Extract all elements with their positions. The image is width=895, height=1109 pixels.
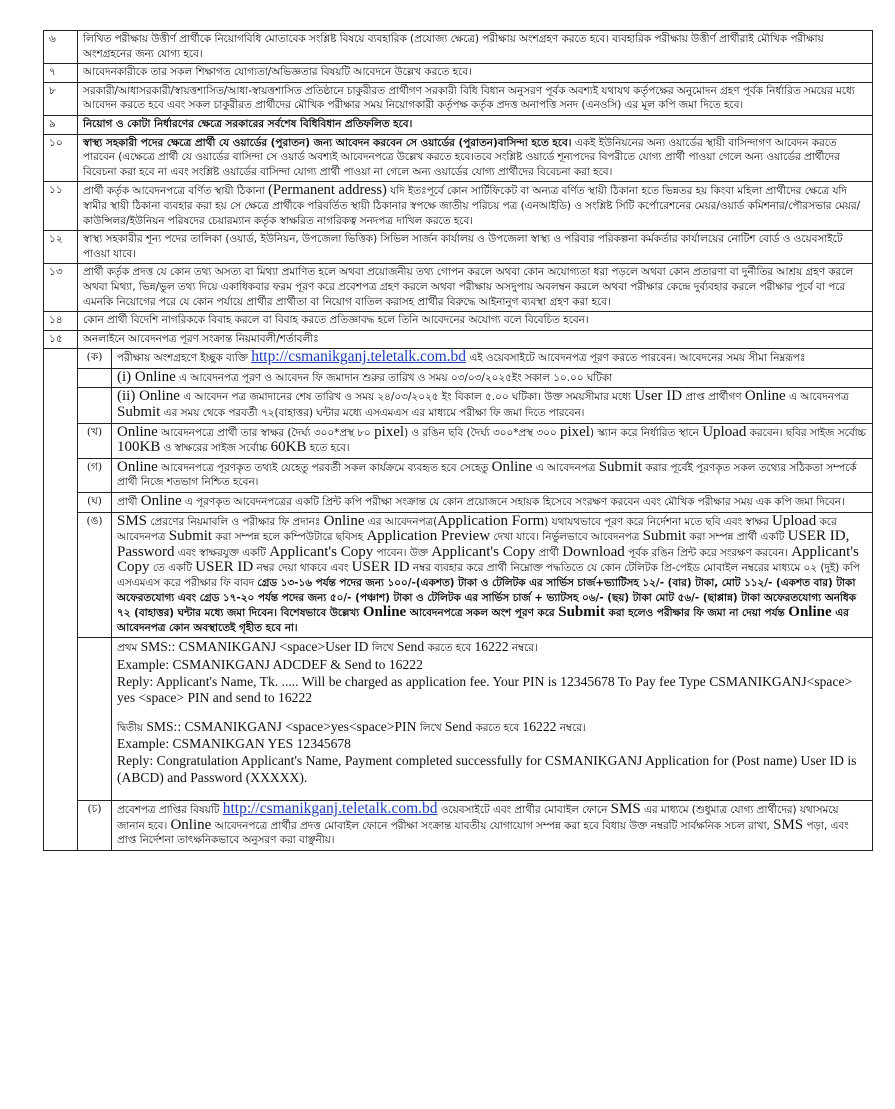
website-link[interactable]: http://csmanikganj.teletalk.com.bd	[222, 800, 438, 818]
text-part: আবেদনপত্রে পূরণকৃত তথ্যই যেহেতু পরবর্তী সকল কার্যক্রমে ব্যবহৃত হবে সেহেতু	[157, 461, 492, 474]
text-part: করতে হবে	[427, 642, 475, 655]
text-part: করতে হবে	[475, 721, 523, 734]
text-part: তে একটি	[149, 562, 196, 575]
first-sms-example: Example: CSMANIKGANJ ADCDEF & Send to 16222	[117, 656, 423, 672]
table-row	[44, 82, 873, 115]
second-sms-example: Example: CSMANIKGAN YES 12345678	[117, 736, 351, 752]
sub-text	[112, 423, 873, 458]
text-part: করা সম্পন্ন প্রার্থী একটি	[686, 531, 788, 544]
text-part: ) স্ক্যান করে নির্ধারিত স্থানে	[589, 426, 703, 439]
text-part: করে আবেদনপত্র	[117, 515, 837, 544]
text-part: ) যথাযথভাবে পূরণ করে নির্দেশনা মতে ছবি এবং স্বাক্ষর	[544, 515, 773, 528]
text-part-en: (i) Online	[117, 368, 176, 385]
text-part: করার পূর্বেই পূরণকৃত সকল তথ্যের সঠিকতা সম্পর্কে প্রার্থী নিজে শতভাগ নিশ্চিত হবেন।	[117, 461, 857, 489]
table-row	[44, 312, 873, 331]
text-part: এ আবেদনপত্র	[785, 391, 849, 404]
text-part: প্রেরণের নিয়মাবলি ও পরীক্ষার ফি প্রদানঃ	[147, 515, 324, 528]
text-part-en: User ID	[634, 388, 683, 405]
website-link[interactable]: http://csmanikganj.teletalk.com.bd	[251, 348, 467, 366]
table-row	[44, 134, 873, 182]
text-part-en: Send	[396, 639, 428, 655]
text-part: আবেদনপত্রে প্রার্থী তার স্বাক্ষর (দৈর্ঘ্য ৩০০*প্রস্থ ৮০	[157, 426, 375, 439]
text-part: এ আবেদনপত্র পূরণ ও আবেদন ফি জমাদান শুরুর তারিখ ও সময় ০৩/০৩/২০২৫ইং সকাল ১০.০০ ঘটিকা	[175, 371, 613, 384]
row-text	[78, 182, 873, 231]
sub-text	[112, 349, 873, 369]
row-number: ৬	[44, 31, 78, 64]
first-sms-reply: Reply: Applicant's Name, Tk. ..... Will be charged as application fee. Your PIN is 12345678 To Pay fee Type CSMANIKGANJ<space> yes <space> PIN and send to 16222	[117, 673, 853, 706]
sub-label: (ক)	[78, 349, 112, 369]
text-part: লিখে	[371, 642, 397, 655]
text-part-en: pixel	[559, 423, 590, 440]
text-part: করা সম্পন্ন হলে কম্পিউটারে ছবিসহ	[212, 531, 367, 544]
text-part: পূর্বক রঙিন প্রিন্ট করে সংরক্ষণ করবেন।	[624, 546, 792, 559]
text-part-en: SMS	[610, 801, 641, 818]
row-lead-bold: স্বাস্থ্য সহকারী পদের ক্ষেত্রে প্রার্থী যে ওয়ার্ডের (পুরাতন) জন্য আবেদন করবেন সে ওয়ার্ডের (পুরাতন)বাসিন্দা হতে হবে।	[83, 136, 572, 149]
sub-row-ga	[44, 458, 873, 492]
sub-label: (খ)	[78, 423, 112, 458]
sub-text	[112, 801, 873, 851]
table-row	[44, 264, 873, 312]
row-text-rest: একই ইউনিয়নের অন্য ওয়ার্ডের স্থায়ী বাসিন্দাগণ আবেদন করতে পারবেন (এক্ষেত্রে প্রার্থী যে ওয়ার্ডের বাসিন্দা সে ওয়ার্ড অবশ্যই আবেদনপত্রে উল্লেখ করতে হবে।তবে সংশ্লিষ্ট ওয়ার্ডে শূন্যপদের বিপরীতে যোগ্য প্রার্থী পাওয়া গেলে অন্য ওয়ার্ডের প্রার্থীদের বিবেচনা করা হবে না এবং সংশ্লিষ্ট ওয়ার্ডের বাসিন্দা যোগ্য প্রার্থী পাওয়া না গেলে অন্য ওয়ার্ডের যোগ্য প্রার্থীদের বিবেচনা করা হবে।	[83, 136, 840, 178]
fee-instruction-bold: আবেদনপত্রে সকল অংশ পূরণ করে	[406, 607, 559, 620]
text-part: এ পূরণকৃত আবেদনপত্রের একটি প্রিন্ট কপি পরীক্ষা সংক্রান্ত যে কোন প্রয়োজনে সহায়ক হিসেবে সংরক্ষণ করবেন এবং মৌখিক পরীক্ষার সময় এক কপি জমা দিবেন।	[181, 496, 845, 509]
text-part-en: USER ID	[195, 559, 254, 576]
text-part-en: Online	[788, 604, 832, 621]
row-text: প্রার্থী কর্তৃক প্রদত্ত যে কোন তথ্য অসত্য বা মিথ্যা প্রমাণিত হলে অথবা প্রয়োজনীয় তথ্য গোপন করলে অথবা কোন অযোগ্যতা ধরা পড়লে অথবা কোন প্রতারণা বা দুর্নীতির আশ্রয় গ্রহণ করলে অথবা মিথ্যা, ভিন্ন/ভুল তথ্য দিয়ে একাধিকবার ফরম পূরণ করে প্রবেশপত্র গ্রহণ করলে অথবা পরীক্ষায় অসদুপায় অবলম্বন করলে অথবা পরীক্ষার কেন্দ্রে দুর্ব্যবহার করলে পরীক্ষার পূর্বে বা পরে এমনকি নিয়োগের পরে যে কোন পর্যায়ে প্রার্থীর প্রার্থীতা বা নিয়োগ বাতিল করাসহ প্রার্থীর বিরুদ্ধে আইনানুগ ব্যবস্থা গ্রহণ করা হবে।	[78, 264, 873, 312]
row-number: ৯	[44, 115, 78, 134]
text-part: এবং স্বাক্ষরযুক্ত একটি	[174, 546, 270, 559]
text-part-en: 100KB	[117, 439, 161, 456]
text-part: প্রার্থী	[535, 546, 563, 559]
fee-instruction-bold: এর আবেদনপত্র কোন অবস্থাতেই গৃহীত হবে না।	[117, 607, 849, 634]
row-number: ১৫	[44, 330, 78, 349]
sub-label-blank	[78, 368, 112, 388]
spacer	[117, 707, 867, 719]
text-part-en: SMS	[117, 512, 148, 529]
table-row	[44, 31, 873, 64]
sub-text	[112, 512, 873, 638]
text-part-en: pixel	[374, 423, 405, 440]
text-part: এর মাধ্যমে (শুধুমাত্র যোগ্য প্রার্থীদের) যথাসময়ে জানান হবে।	[117, 804, 839, 832]
row-text	[78, 134, 873, 182]
text-part: করবেন। ছবির সাইজ সর্বোচ্চ	[746, 426, 866, 439]
row-text: আবেদনকারীকে তার সকল শিক্ষাগত যোগ্যতা/অভিজ্ঞতার বিষয়টি আবেদনে উল্লেখ করতে হবে।	[78, 64, 873, 83]
text-part-en: Submit	[117, 404, 161, 421]
table-row	[44, 231, 873, 264]
text-part: লিখে	[419, 721, 445, 734]
text-part-en: USER ID, Password	[117, 528, 850, 560]
text-part: প্রথম	[117, 642, 141, 655]
text-part: এই ওয়েবসাইটে আবেদনপত্র পূরণ করতে পারবেন। আবেদনের সময় সীমা নিম্নরূপঃ	[466, 352, 806, 365]
text-part: হতে হবে।	[306, 442, 350, 455]
text-part: ) ও রঙিন ছবি (দৈর্ঘ্য ৩০০*প্রস্থ ৩০০	[404, 426, 560, 439]
text-part: পড়া, এবং প্রাপ্ত নির্দেশনা তাৎক্ষনিকভাবে অনুসরণ করা বাঞ্ছনীয়।	[117, 819, 849, 847]
text-part-en: Online	[491, 458, 533, 475]
text-part-en: Online	[170, 816, 212, 833]
text-part-en: (ii) Online	[117, 388, 180, 405]
sub-text	[112, 493, 873, 513]
text-part-en: Send	[444, 718, 476, 734]
text-part-en: Upload	[702, 423, 747, 440]
sub-text	[112, 388, 873, 423]
text-part-en: Online	[362, 604, 407, 621]
text-part: নম্বরে।	[508, 642, 538, 655]
sub-text	[112, 368, 873, 388]
text-part-en: Online	[140, 493, 182, 510]
sub-label: (চ)	[78, 801, 112, 851]
sub-row-gha	[44, 493, 873, 513]
text-part-en: 16222	[522, 718, 557, 734]
sub-text	[112, 458, 873, 492]
text-part: যদি ইতঃপূর্বে কোন সার্টিফিকেট বা অন্যত্র বর্ণিত স্থায়ী ঠিকানা হতে ভিন্নতর হয় কিংবা মহিলা প্রার্থীদের ক্ষেত্রে যদি স্বামীর স্থায়ী ঠিকানা ব্যবহার করা হয় সে ক্ষেত্রে প্রার্থীকে পরিবর্তিত স্থায়ী ঠিকানার স্বপক্ষে জাতীয় পরিচয় পত্র (এনআইডি) ও সংশ্লিষ্ট সিটি কর্পোরেশনের মেয়র/ওয়ার্ড কমিশনার/পৌরসভার মেয়র/কাউন্সিলর/ইউনিয়ন পরিষদের চেয়ারম্যান কর্তৃক স্বাক্ষরিত নাগরিকত্ব সনদপত্র দাখিল করতে হবে।	[83, 185, 861, 227]
row-number: ১২	[44, 231, 78, 264]
document-sheet	[43, 30, 873, 851]
table-row	[44, 115, 873, 134]
text-part: দেখা যাবে। নির্ভুলভাবে আবেদনপত্র	[490, 531, 643, 544]
text-part-en: Online	[117, 458, 158, 475]
text-part: এ আবেদন পত্র জমাদানের শেষ তারিখ ও সময় ২৪/০৩/২০২৫ ইং বিকাল ৫.০০ ঘটিকা। উক্ত সময়সীমার মধ্যে	[179, 391, 635, 404]
text-part-en: USER ID	[351, 559, 410, 576]
text-part: আবেদনপত্রে প্রার্থীর প্রদত্ত মোবাইল ফোনে পরীক্ষা সংক্রান্ত যাবতীয় যোগাযোগ সম্পন্ন করা হবে বিধায় উক্ত নম্বরটি সার্বক্ষনিক সচল রাখা,	[211, 819, 774, 832]
text-part-en: SMS	[773, 816, 804, 833]
sub-label-blank	[78, 388, 112, 423]
second-sms-reply: Reply: Congratulation Applicant's Name, Payment completed successfully for CSMANIKGANJ Application for (Post name) User ID is (ABCD) and Password (XXXXX).	[117, 752, 857, 785]
sub-label: (ঘ)	[78, 493, 112, 513]
sub-row-ka-ii	[44, 388, 873, 423]
row-text: স্বাস্থ্য সহকারীর শূন্য পদের তালিকা (ওয়ার্ড, ইউনিয়ন, উপজেলা ভিত্তিক) সিভিল সার্জন কার্যালয় ও উপজেলা স্বাস্থ্য ও পরিবার পরিকল্পনা কর্মকর্তার কার্যালয়ের নোটিশ বোর্ড ও ওয়েবসাইটে পাওয়া যাবে।	[78, 231, 873, 264]
text-part-en: Applicant's Copy	[269, 543, 374, 560]
text-part: নম্বরে।	[556, 721, 586, 734]
row-number: ৭	[44, 64, 78, 83]
text-part: প্রাপ্ত প্রার্থীগণ	[682, 391, 745, 404]
text-part: পরীক্ষায় অংশগ্রহণে ইচ্ছুক ব্যক্তি	[117, 352, 252, 365]
row-number: ১৩	[44, 264, 78, 312]
sms-instruction-row	[44, 638, 873, 801]
text-part: প্রবেশপত্র প্রাপ্তির বিষয়টি	[117, 804, 223, 817]
sub-row-kha	[44, 423, 873, 458]
sms-instructions	[112, 638, 873, 801]
text-part-en: Application Preview	[366, 528, 491, 545]
fee-instruction-bold: করা হলেও পরীক্ষার ফি জমা না দেয়া পর্যন্ত	[604, 607, 789, 620]
text-part-en: Submit	[598, 458, 643, 475]
text-part: পাবেন। উক্ত	[373, 546, 432, 559]
text-part-en: Applicant's Copy	[431, 543, 536, 560]
row-number: ১৪	[44, 312, 78, 331]
row-text: লিখিত পরীক্ষায় উত্তীর্ণ প্রার্থীকে নিয়োগবিধি মোতাবেক সংশ্লিষ্ট বিষয়ে ব্যবহারিক (প্রযোজ্য ক্ষেত্রে) পরীক্ষায় অংশগ্রহণ করতে হবে। ব্যবহারিক পরীক্ষায় উত্তীর্ণ প্রার্থীরাই মৌখিক পরীক্ষায় অংশগ্রহনের জন্য যোগ্য হবে।	[78, 31, 873, 64]
text-part-en: SMS:: CSMANIKGANJ <space>yes<space>PIN	[146, 718, 420, 734]
fee-instruction-bold: গ্রেড ১৩-১৬ পর্যন্ত পদের জন্য ১০০/-(একশত) টাকা ও টেলিটক এর সার্ভিস চার্জ+ভ্যাটিসহ ১২/- (বার) টাকা, মোট ১১২/- (একশত বার) টাকা অফেরতযোগ্য এবং গ্রেড ১৭-২০ পর্যন্ত পদের জন্য ৫০/- (পঞ্চাশ) টাকা ও টেলিটক এর সার্ভিস চার্জ + ভ্যাটসহ ০৬/- (ছয়) টাকা মোট ৫৬/- (ছাপ্পান্ন) টাকা অফেরতযোগ্য অনধিক ৭২ (বাহাত্তর) ঘন্টার মধ্যে জমা দিবেন। বিশেষভাবে উল্লেখ্য	[117, 577, 856, 620]
text-part-en: 16222	[474, 639, 509, 655]
text-part-en: Upload	[772, 512, 817, 529]
sub-label: (ঙ)	[78, 512, 112, 638]
text-part: নম্বর দেয়া থাকবে এবং	[253, 562, 352, 575]
sub-row-uma	[44, 512, 873, 638]
second-sms-line	[117, 719, 867, 737]
first-sms-line	[117, 639, 867, 657]
text-part-en: Submit	[168, 528, 213, 545]
table-row	[44, 64, 873, 83]
text-part-en: Applicant's Copy	[117, 543, 859, 576]
text-part-en: Submit	[642, 528, 687, 545]
table-row	[44, 182, 873, 231]
text-part: ওয়েবসাইটে এবং প্রার্থীর মোবাইল ফোনে	[437, 804, 611, 817]
table-row	[44, 330, 873, 349]
sub-row-ka-i	[44, 368, 873, 388]
text-part-en: Online	[117, 423, 158, 440]
sub-row-ka	[44, 349, 873, 369]
spacer	[117, 786, 867, 798]
row-number: ৮	[44, 82, 78, 115]
text-part: নম্বর ব্যবহার করে প্রার্থী নিম্নোক্ত পদ্ধতিতে যে কোন টেলিটক প্রি-পেইড মোবাইল নম্বরের মাধ্যমে ০২ (দুই) কপি এসএমএস করে পরীক্ষার ফি বাবদ	[117, 562, 860, 589]
text-part: দ্বিতীয়	[117, 721, 147, 734]
text-part-en: Application Form	[437, 512, 545, 529]
text-part-en: Online	[744, 388, 786, 405]
row-text: সরকারী/আধাসরকারী/স্বায়ত্তশাসিত/আধা-স্বায়ত্তশাসিত প্রতিষ্ঠানে চাকুরীরত প্রার্থীগণ সরকারী বিধি বিধান অনুসরণ পূর্বক অবশ্যই যথাযথ কর্তৃপক্ষের অনুমোদন গ্রহণ পূর্বক নির্ধারিত সময়ের মধ্যে আবেদন করতে হবে এবং সকল চাকুরীরত প্রার্থীদের মৌখিক পরীক্ষার সময় নিয়োগকারী কর্তৃপক্ষ কর্তৃক প্রদত্ত অনাপত্তি সনদ (এনওসি) এর মূল কপি জমা দিতে হবে।	[78, 82, 873, 115]
text-part: এর আবেদনপত্র(	[364, 515, 438, 528]
conditions-table	[43, 30, 873, 851]
text-part-en: 60KB	[270, 439, 307, 456]
row-text: নিয়োগ ও কোটা নির্ধারণের ক্ষেত্রে সরকারের সর্বশেষ বিধিবিধান প্রতিফলিত হবে।	[78, 115, 873, 134]
text-part: প্রার্থী কর্তৃক আবেদনপত্রে বর্ণিত স্থায়ী ঠিকানা	[83, 185, 269, 198]
text-part-en: Online	[323, 512, 365, 529]
text-part: ও স্বাক্ষরের সাইজ সর্বোচ্চ	[160, 442, 271, 455]
row-number: ১১	[44, 182, 78, 231]
text-part: প্রার্থী	[117, 496, 141, 509]
sub-row-cha	[44, 801, 873, 851]
sub-label: (গ)	[78, 458, 112, 492]
row-number-blank	[44, 349, 78, 851]
row-number: ১০	[44, 134, 78, 182]
text-part-en: (Permanent address)	[268, 182, 387, 199]
text-part-en: Download	[562, 543, 625, 560]
text-part: এ আবেদনপত্র	[532, 461, 599, 474]
row-text: অনলাইনে আবেদনপত্র পূরণ সংক্রান্ত নিয়মাবলী/শর্তাবলীঃ	[78, 330, 873, 349]
text-part-en: SMS:: CSMANIKGANJ <space>User ID	[140, 639, 372, 655]
row-text: কোন প্রার্থী বিদেশি নাগরিককে বিবাহ করলে বা বিবাহ করতে প্রতিজ্ঞাবদ্ধ হলে তিনি আবেদনের অযোগ্য বলে বিবেচিত হবেন।	[78, 312, 873, 331]
sub-label-blank	[78, 638, 112, 801]
text-part-en: Submit	[558, 604, 605, 621]
text-part: এর সময় থেকে পরবর্তী ৭২(বাহাত্তর) ঘন্টার মধ্যে এসএমএস এর মাধ্যমে পরীক্ষা ফি জমা দিতে পারবেন।	[160, 407, 585, 420]
